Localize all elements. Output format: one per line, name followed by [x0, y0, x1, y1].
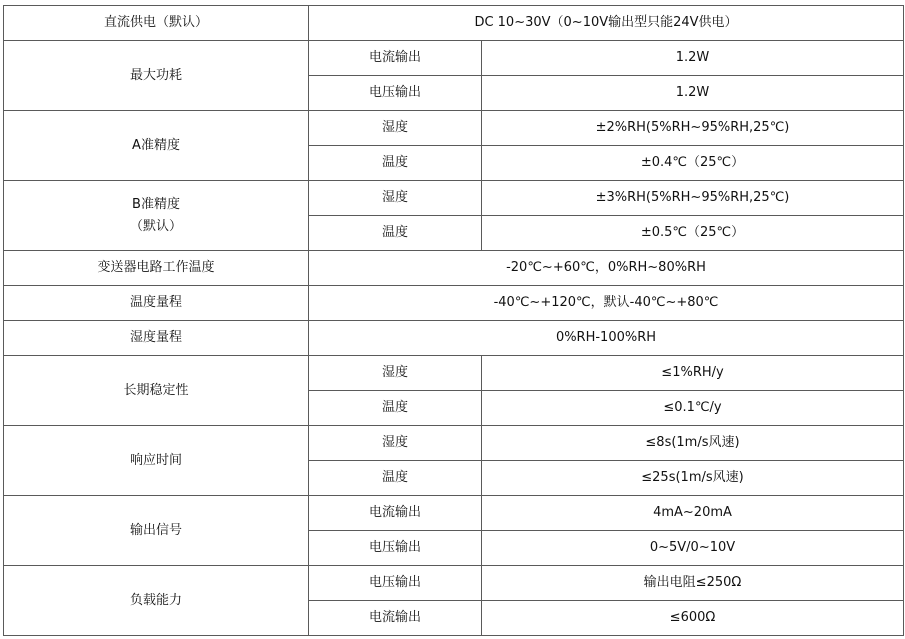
spec-table — [3, 5, 904, 636]
sub-label-current-output: 电流输出 — [309, 601, 482, 636]
row-label-temp-range: 温度量程 — [4, 286, 309, 321]
value-output-voltage: 0~5V/0~10V — [482, 531, 904, 566]
value-response-humidity: ≤8s(1m/s风速) — [482, 426, 904, 461]
row-label-accuracy-b-line2: （默认） — [129, 218, 182, 234]
value-max-power-current: 1.2W — [482, 41, 904, 76]
value-accuracy-a-humidity: ±2%RH(5%RH~95%RH,25℃) — [482, 111, 904, 146]
sub-label-current-output: 电流输出 — [309, 496, 482, 531]
row-label-accuracy-b — [4, 181, 309, 251]
value-humidity-range: 0%RH-100%RH — [309, 321, 904, 356]
table-row — [4, 111, 904, 146]
value-max-power-voltage: 1.2W — [482, 76, 904, 111]
sub-label-temperature: 温度 — [309, 216, 482, 251]
sub-label-temperature: 温度 — [309, 461, 482, 496]
row-label-operating-temp: 变送器电路工作温度 — [4, 251, 309, 286]
row-label-response-time: 响应时间 — [4, 426, 309, 496]
row-label-max-power: 最大功耗 — [4, 41, 309, 111]
value-stability-humidity: ≤1%RH/y — [482, 356, 904, 391]
sub-label-temperature: 温度 — [309, 391, 482, 426]
table-row — [4, 181, 904, 216]
sub-label-humidity: 湿度 — [309, 426, 482, 461]
sub-label-temperature: 温度 — [309, 146, 482, 181]
value-accuracy-b-temperature: ±0.5℃（25℃） — [482, 216, 904, 251]
value-power-supply: DC 10~30V（0~10V输出型只能24V供电） — [309, 6, 904, 41]
row-label-output-signal: 输出信号 — [4, 496, 309, 566]
row-label-long-term-stability: 长期稳定性 — [4, 356, 309, 426]
table-row — [4, 41, 904, 76]
value-temp-range: -40℃~+120℃，默认-40℃~+80℃ — [309, 286, 904, 321]
value-operating-temp: -20℃~+60℃，0%RH~80%RH — [309, 251, 904, 286]
value-accuracy-a-temperature: ±0.4℃（25℃） — [482, 146, 904, 181]
table-row — [4, 286, 904, 321]
row-label-load-capacity: 负载能力 — [4, 566, 309, 636]
table-row — [4, 496, 904, 531]
row-label-accuracy-b-line1: B准精度 — [132, 196, 180, 212]
sub-label-humidity: 湿度 — [309, 181, 482, 216]
sub-label-current-output: 电流输出 — [309, 41, 482, 76]
table-row — [4, 251, 904, 286]
value-output-current: 4mA~20mA — [482, 496, 904, 531]
value-stability-temperature: ≤0.1℃/y — [482, 391, 904, 426]
value-load-voltage: 输出电阻≤250Ω — [482, 566, 904, 601]
table-row — [4, 426, 904, 461]
row-label-accuracy-a: A准精度 — [4, 111, 309, 181]
sub-label-voltage-output: 电压输出 — [309, 566, 482, 601]
row-label-humidity-range: 湿度量程 — [4, 321, 309, 356]
sub-label-voltage-output: 电压输出 — [309, 531, 482, 566]
sub-label-humidity: 湿度 — [309, 111, 482, 146]
table-row — [4, 566, 904, 601]
row-label-power-supply: 直流供电（默认） — [4, 6, 309, 41]
value-accuracy-b-humidity: ±3%RH(5%RH~95%RH,25℃) — [482, 181, 904, 216]
table-row — [4, 6, 904, 41]
table-row — [4, 321, 904, 356]
sub-label-voltage-output: 电压输出 — [309, 76, 482, 111]
table-row — [4, 356, 904, 391]
value-load-current: ≤600Ω — [482, 601, 904, 636]
sub-label-humidity: 湿度 — [309, 356, 482, 391]
value-response-temperature: ≤25s(1m/s风速) — [482, 461, 904, 496]
